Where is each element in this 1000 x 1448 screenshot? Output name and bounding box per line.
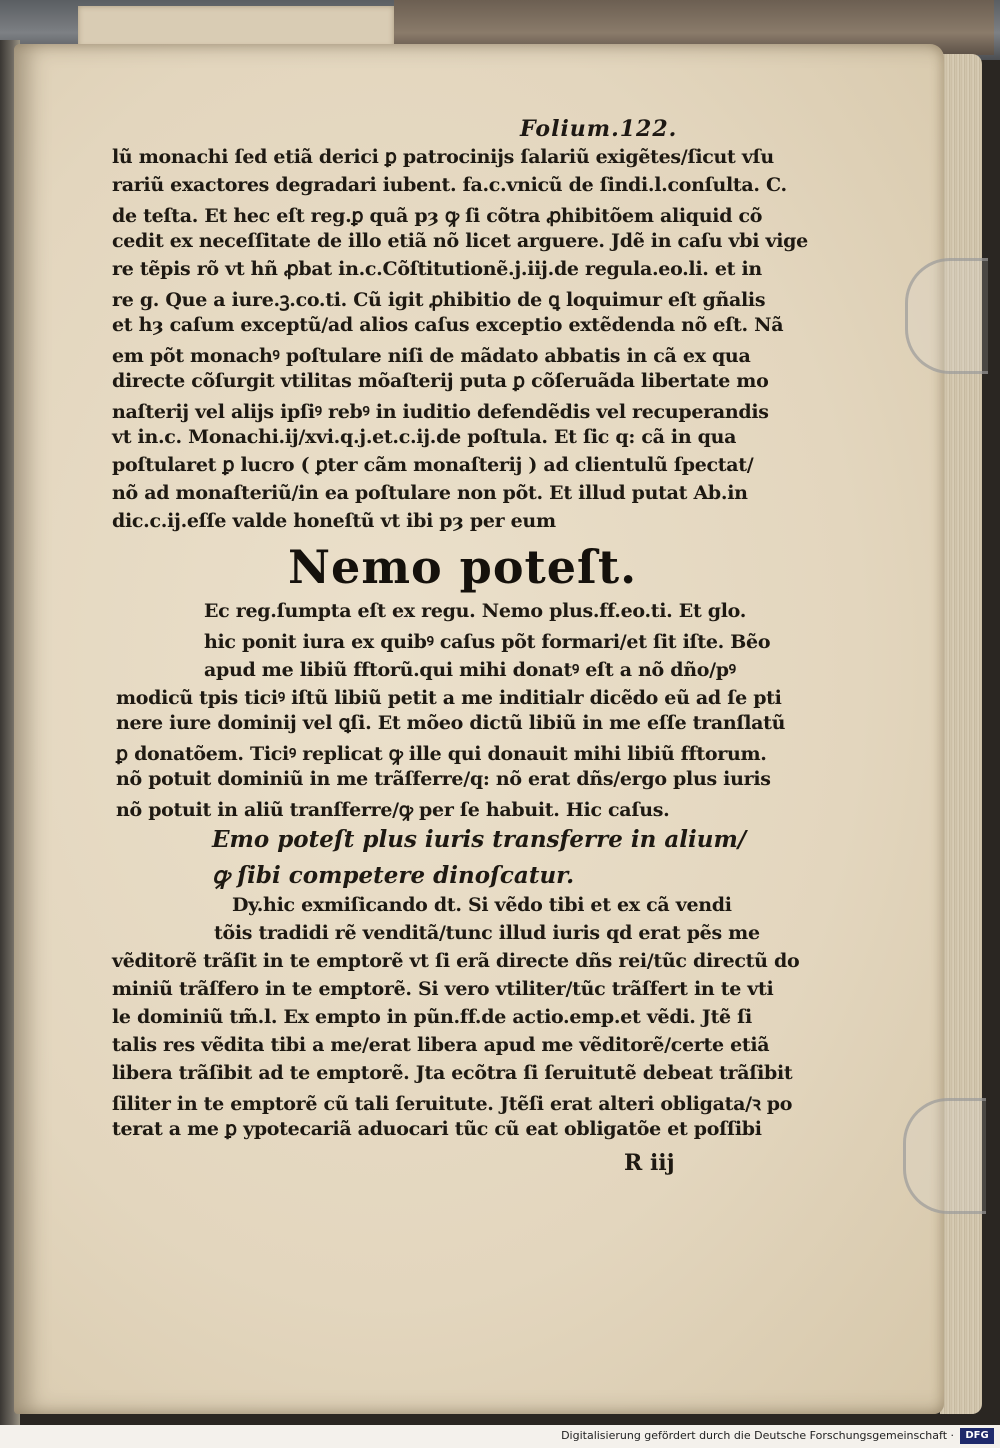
gloss-line: nere iure dominij vel ꝗſi. Et mõeo dictũ libiũ in me eſſe tranſlatũ <box>116 712 786 734</box>
rule-line: ꝙ ſibi competere dinoſcatur. <box>212 862 575 889</box>
spine-label <box>78 6 394 48</box>
gloss-line: nõ potuit in aliũ tranſferre/ꝙ per ſe habuit. Hic caſus. <box>116 799 670 821</box>
commentary-line: tõis tradidi rẽ venditã/tunc illud iuris qd erat pẽs me <box>214 922 760 944</box>
commentary-line: talis res vẽdita tibi a me/erat libera apud me vẽditorẽ/certe etiã <box>112 1034 770 1056</box>
text-line: rariũ exactores degradari iubent. fa.c.vnicũ de ſindi.l.conſulta. C. <box>112 174 787 196</box>
rule-line: Emo poteſt plus iuris transferre in alium/ <box>212 826 747 853</box>
text-line: directe cõſurgit vtilitas mõaſterij puta ꝑ cõſeruãda libertate mo <box>112 370 769 392</box>
footer-credit: Digitalisierung gefördert durch die Deutsche Forschungsgemeinschaft · <box>561 1429 954 1442</box>
text-line: naſterij vel alijs ipſiꝰ rebꝰ in iuditio defendẽdis vel recuperandis <box>112 401 769 423</box>
text-line: dic.c.ij.eſſe valde honeſtũ vt ibi pȝ per eum <box>112 510 556 532</box>
text-line: et hȝ caſum exceptũ/ad alios caſus exceptio extẽdenda nõ eſt. Nã <box>112 314 784 336</box>
signature-mark: R iij <box>624 1150 675 1176</box>
gloss-line: nõ potuit dominiũ in me trãſferre/q: nõ erat dñs/ergo plus iuris <box>116 768 771 790</box>
commentary-line: libera trãſibit ad te emptorẽ. Jta ecõtra ſi ſeruitutẽ debeat trãſibit <box>112 1062 793 1084</box>
text-line: poſtularet ꝑ lucro ( ꝑter cãm monaſterij ) ad clientulũ ſpectat/ <box>112 454 754 476</box>
section-heading: Nemo poteſt. <box>288 540 638 594</box>
text-line: cedit ex neceſſitate de illo etiã nõ licet arguere. Jdẽ in caſu vbi vige <box>112 230 808 252</box>
commentary-line: ſiliter in te emptorẽ cũ tali ſeruitute. Jtẽſi erat alteri obligata/ꝛ po <box>112 1093 793 1115</box>
gloss-line: modicũ tpis ticiꝰ iſtũ libiũ petit a me inditialr dicẽdo eũ ad ſe pti <box>116 687 782 709</box>
gloss-line: Ec reg.ſumpta eſt ex regu. Nemo plus.ff.eo.ti. Et glo. <box>204 600 747 622</box>
commentary-line: miniũ trãſfero in te emptorẽ. Si vero vtiliter/tũc trãſfert in te vti <box>112 978 774 1000</box>
text-line: lũ monachi ſed etiã derici ꝑ patrocinijs ſalariũ exigẽtes/ſicut vſu <box>112 146 774 168</box>
gloss-line: apud me libiũ fftorũ.qui mihi donatꝰ eſt a nõ dño/pꝰ <box>204 659 736 681</box>
page-clip-top <box>905 258 988 374</box>
footer-bar <box>0 1425 1000 1448</box>
commentary-line: le dominiũ tm̃.l. Ex empto in pũn.ff.de actio.emp.et vẽdi. Jtẽ ſi <box>112 1006 752 1028</box>
page-clip-bottom <box>903 1098 986 1214</box>
gloss-line: hic ponit iura ex quibꝰ caſus põt formari/et ſit iſte. Bẽo <box>204 631 771 653</box>
commentary-line: vẽditorẽ trãſit in te emptorẽ vt ſi erã directe dñs rei/tũc directũ do <box>112 950 800 972</box>
text-line: em põt monachꝰ poſtulare niſi de mãdato abbatis in cã ex qua <box>112 345 751 367</box>
text-line: re g. Que a iure.ꝫ.co.ti. Cũ igit ꝓhibitio de ꝗ loquimur eſt gñalis <box>112 289 766 311</box>
gloss-line: ꝑ donatõem. Ticiꝰ replicat ꝙ ille qui donauit mihi libiũ fftorum. <box>116 743 767 765</box>
commentary-line: Dy.hic exmiſicando dt. Si vẽdo tibi et ex cã vendi <box>232 894 732 916</box>
commentary-line: terat a me ꝑ ypotecariã aduocari tũc cũ eat obligatõe et poſſibi <box>112 1118 762 1140</box>
text-line: vt in.c. Monachi.ij/xvi.q.j.et.c.ij.de poſtula. Et ſic q: cã in qua <box>112 426 737 448</box>
text-line: re tẽpis rõ vt hñ ꝓbat in.c.Cõſtitutionẽ.j.iij.de regula.eo.li. et in <box>112 258 762 280</box>
folio-number: Folium.122. <box>520 116 678 142</box>
text-line: nõ ad monaſteriũ/in ea poſtulare non põt. Et illud putat Ab.in <box>112 482 748 504</box>
text-line: de teſta. Et hec eſt reg.ꝑ quã pȝ ꝙ ſi cõtra ꝓhibitõem aliquid cõ <box>112 205 763 227</box>
dfg-logo: DFG <box>960 1428 994 1444</box>
